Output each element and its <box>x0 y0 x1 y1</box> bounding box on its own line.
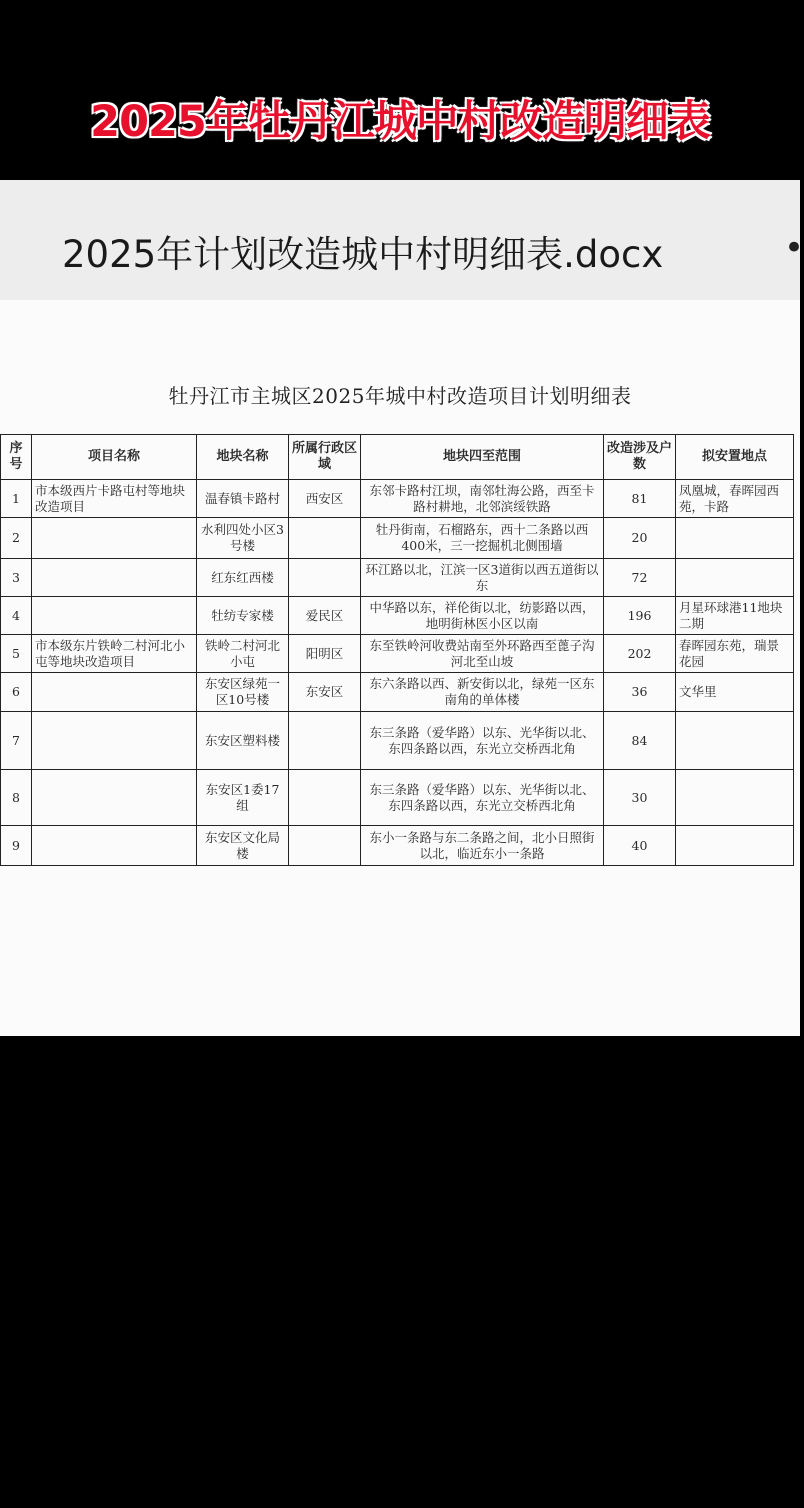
cell-district: 阳明区 <box>289 635 361 673</box>
cell-plot: 东安区1委17组 <box>197 770 289 826</box>
cell-district: 东安区 <box>289 673 361 712</box>
cell-resettlement: 文华里 <box>676 673 794 712</box>
table-row <box>1 480 794 518</box>
cell-households: 84 <box>604 712 676 770</box>
document-title: 牡丹江市主城区2025年城中村改造项目计划明细表 <box>168 384 632 408</box>
cell-scope: 中华路以东，祥伦街以北，纺影路以西，地明街林医小区以南 <box>361 597 604 635</box>
cell-resettlement <box>676 518 794 559</box>
cell-plot: 红东红西楼 <box>197 559 289 597</box>
more-options-icon[interactable]: • <box>784 228 804 268</box>
header-resettlement: 拟安置地点 <box>676 435 794 480</box>
cell-project <box>32 597 197 635</box>
table-row <box>1 770 794 826</box>
table-header-row <box>1 435 794 480</box>
cell-project <box>32 673 197 712</box>
cell-plot: 温春镇卡路村 <box>197 480 289 518</box>
cell-plot: 东安区文化局楼 <box>197 826 289 866</box>
cell-project <box>32 518 197 559</box>
cell-district <box>289 559 361 597</box>
plan-table <box>0 434 794 866</box>
table-row <box>1 635 794 673</box>
header-households: 改造涉及户数 <box>604 435 676 480</box>
cell-scope: 东小一条路与东二条路之间，北小日照街以北，临近东小一条路 <box>361 826 604 866</box>
cell-scope: 牡丹街南，石榴路东，西十二条路以西400米，三一挖掘机北侧围墙 <box>361 518 604 559</box>
cell-no: 7 <box>1 712 32 770</box>
cell-district <box>289 518 361 559</box>
header-project: 项目名称 <box>32 435 197 480</box>
table-row <box>1 826 794 866</box>
cell-no: 3 <box>1 559 32 597</box>
cell-households: 30 <box>604 770 676 826</box>
cell-plot: 东安区绿苑一区10号楼 <box>197 673 289 712</box>
cell-scope: 东至铁岭河收费站南至外环路西至蓖子沟河北至山坡 <box>361 635 604 673</box>
cell-district <box>289 770 361 826</box>
cell-district: 西安区 <box>289 480 361 518</box>
cell-households: 202 <box>604 635 676 673</box>
header-no: 序号 <box>1 435 32 480</box>
cell-resettlement <box>676 559 794 597</box>
table-row <box>1 712 794 770</box>
cell-no: 9 <box>1 826 32 866</box>
cell-scope: 东六条路以西、新安街以北，绿苑一区东南角的单体楼 <box>361 673 604 712</box>
video-background <box>0 1036 800 1508</box>
table-row <box>1 597 794 635</box>
cell-project <box>32 826 197 866</box>
cell-no: 6 <box>1 673 32 712</box>
cell-district: 爱民区 <box>289 597 361 635</box>
cell-scope: 环江路以北，江滨一区3道街以西五道街以东 <box>361 559 604 597</box>
cell-resettlement <box>676 770 794 826</box>
header-scope: 地块四至范围 <box>361 435 604 480</box>
cell-district <box>289 712 361 770</box>
cell-no: 1 <box>1 480 32 518</box>
cell-project <box>32 712 197 770</box>
table-row <box>1 673 794 712</box>
cell-scope: 东三条路（爱华路）以东、光华街以北、东四条路以西，东光立交桥西北角 <box>361 712 604 770</box>
cell-plot: 铁岭二村河北小屯 <box>197 635 289 673</box>
cell-resettlement: 春晖园东苑，瑞景花园 <box>676 635 794 673</box>
cell-resettlement: 凤凰城，春晖园西苑，卡路 <box>676 480 794 518</box>
cell-project <box>32 559 197 597</box>
header-plot: 地块名称 <box>197 435 289 480</box>
cell-project: 市本级东片铁岭二村河北小屯等地块改造项目 <box>32 635 197 673</box>
cell-resettlement <box>676 826 794 866</box>
cell-scope: 东邻卡路村江坝，南邻牡海公路，西至卡路村耕地，北邻滨绥铁路 <box>361 480 604 518</box>
cell-households: 40 <box>604 826 676 866</box>
cell-no: 5 <box>1 635 32 673</box>
cell-no: 2 <box>1 518 32 559</box>
cell-scope: 东三条路（爱华路）以东、光华街以北、东四条路以西，东光立交桥西北角 <box>361 770 604 826</box>
cell-project <box>32 770 197 826</box>
cell-plot: 水利四处小区3号楼 <box>197 518 289 559</box>
cell-resettlement <box>676 712 794 770</box>
cell-district <box>289 826 361 866</box>
cell-no: 8 <box>1 770 32 826</box>
cell-households: 196 <box>604 597 676 635</box>
file-name[interactable]: 2025年计划改造城中村明细表.docx <box>62 233 664 276</box>
cell-project: 市本级西片卡路屯村等地块改造项目 <box>32 480 197 518</box>
table-row <box>1 518 794 559</box>
cell-households: 20 <box>604 518 676 559</box>
cell-plot: 牡纺专家楼 <box>197 597 289 635</box>
cell-households: 72 <box>604 559 676 597</box>
table-row <box>1 559 794 597</box>
cell-no: 4 <box>1 597 32 635</box>
cell-plot: 东安区塑料楼 <box>197 712 289 770</box>
header-district: 所属行政区域 <box>289 435 361 480</box>
banner-title: 2025年牡丹江城中村改造明细表 <box>90 97 710 147</box>
cell-households: 36 <box>604 673 676 712</box>
cell-resettlement: 月星环球港11地块二期 <box>676 597 794 635</box>
cell-households: 81 <box>604 480 676 518</box>
